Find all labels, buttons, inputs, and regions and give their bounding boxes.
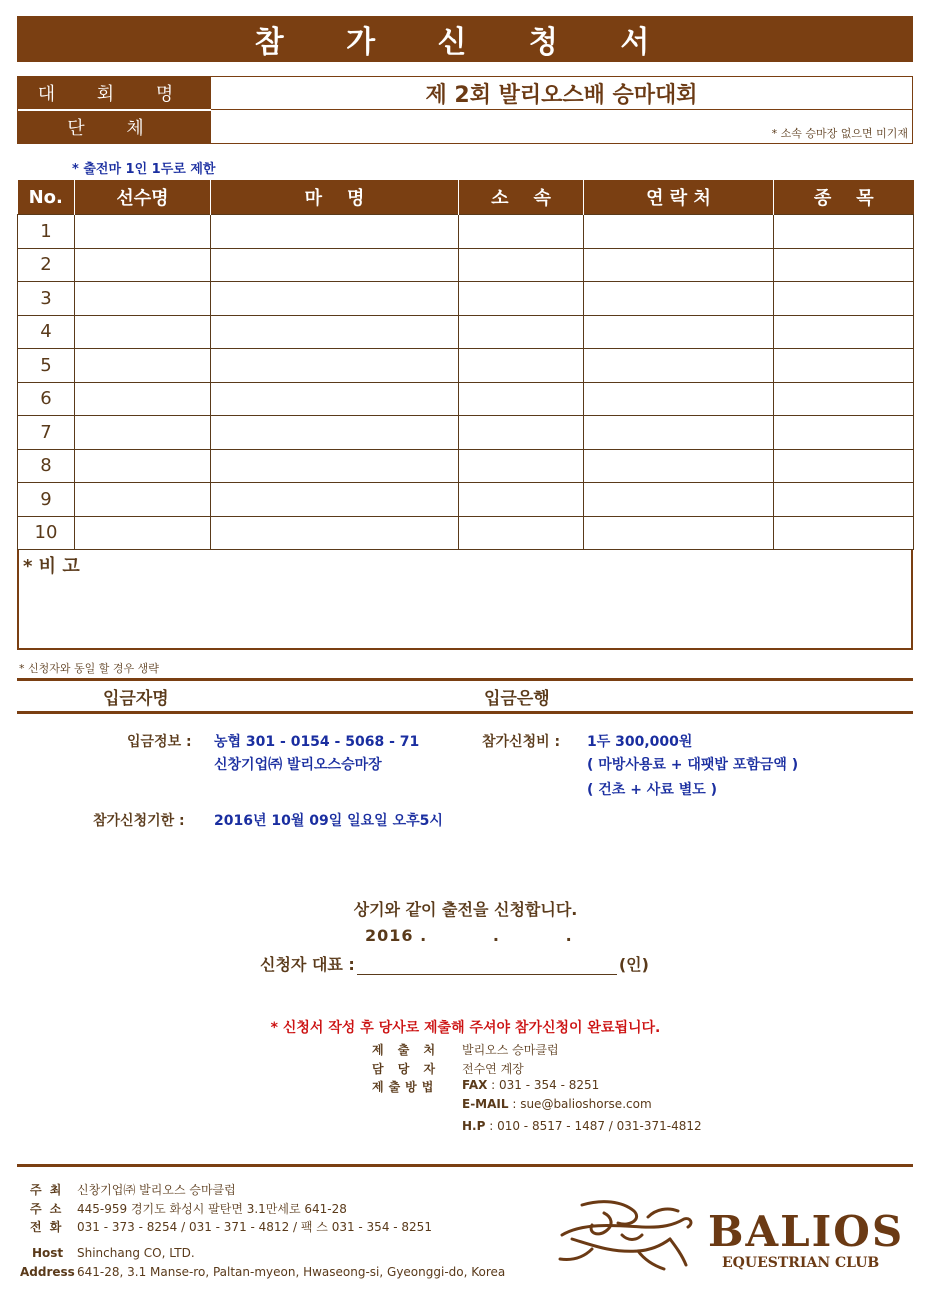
depositor-label: 입금자명 — [103, 689, 169, 709]
signature-field[interactable] — [357, 958, 617, 975]
form-title: 참 가 신 청 서 — [17, 16, 913, 62]
account-holder: 신창기업㈜ 발리오스승마장 — [214, 757, 382, 773]
entry-limit-note: * 출전마 1인 1두로 제한 — [72, 162, 216, 177]
entry-fee-value: 1두 300,000원 — [587, 734, 693, 750]
contact-cell[interactable] — [584, 449, 774, 483]
hp-label: H.P — [462, 1119, 486, 1133]
hp-value: : 010 - 8517 - 1487 / 031-371-4812 — [485, 1119, 702, 1133]
row-number: 3 — [18, 282, 75, 316]
rider-name-cell[interactable] — [75, 449, 211, 483]
affiliation-cell[interactable] — [459, 248, 584, 282]
rider-name-cell[interactable] — [75, 215, 211, 249]
team-note: * 소속 승마장 없으면 미기재 — [771, 127, 908, 140]
horse-name-cell[interactable] — [211, 315, 459, 349]
application-date[interactable]: 2016 . . . — [365, 926, 573, 945]
bank-label: 입금은행 — [484, 689, 550, 709]
event-type-cell[interactable] — [774, 282, 914, 316]
row-number: 7 — [18, 416, 75, 450]
submit-method-label: 제출방법 — [372, 1080, 439, 1094]
event-info-box — [17, 76, 913, 144]
contact-cell[interactable] — [584, 282, 774, 316]
host-en-label: Host — [32, 1246, 64, 1260]
table-row — [18, 516, 914, 550]
table-row — [18, 248, 914, 282]
entry-fee-note-2: ( 건초 + 사료 별도 ) — [587, 782, 718, 798]
fax-value: : 031 - 354 - 8251 — [487, 1078, 600, 1092]
contact-cell[interactable] — [584, 516, 774, 550]
header-event-type: 종 목 — [774, 180, 914, 215]
team-label: 단 체 — [18, 111, 211, 143]
row-number: 8 — [18, 449, 75, 483]
affiliation-cell[interactable] — [459, 382, 584, 416]
header-contact: 연 락 처 — [584, 180, 774, 215]
rider-name-cell[interactable] — [75, 416, 211, 450]
address-en-value: 641-28, 3.1 Manse-ro, Paltan-myeon, Hwaseong-si, Gyeonggi-do, Korea — [77, 1265, 506, 1279]
table-row — [18, 215, 914, 249]
declaration-text: 상기와 같이 출전을 신청합니다. — [353, 900, 578, 919]
remarks-box[interactable] — [17, 550, 913, 650]
header-rider-name: 선수명 — [75, 180, 211, 215]
entry-fee-note-1: ( 마방사용료 + 대팻밥 포함금액 ) — [587, 757, 799, 773]
affiliation-cell[interactable] — [459, 516, 584, 550]
address-kr-value: 445-959 경기도 화성시 팔탄면 3.1만세로 641-28 — [77, 1202, 347, 1216]
submit-place-label: 제 출 처 — [372, 1043, 441, 1057]
deposit-info-label: 입금정보 : — [127, 734, 192, 750]
header-horse-name: 마 명 — [211, 180, 459, 215]
signer-label: 신청자 대표 : — [260, 955, 355, 974]
divider-line — [17, 711, 913, 714]
horse-logo-icon — [552, 1195, 702, 1275]
fax-line — [462, 1078, 599, 1092]
event-type-cell[interactable] — [774, 382, 914, 416]
horse-name-cell[interactable] — [211, 449, 459, 483]
row-number: 5 — [18, 349, 75, 383]
affiliation-cell[interactable] — [459, 349, 584, 383]
event-type-cell[interactable] — [774, 248, 914, 282]
email-label: E-MAIL — [462, 1097, 509, 1111]
entry-table — [17, 180, 914, 550]
address-en-label: Address — [20, 1265, 75, 1279]
event-type-cell[interactable] — [774, 483, 914, 517]
horse-name-cell[interactable] — [211, 282, 459, 316]
rider-name-cell[interactable] — [75, 516, 211, 550]
email-line — [462, 1097, 652, 1111]
remarks-label: * 비 고 — [23, 556, 80, 577]
rider-name-cell[interactable] — [75, 282, 211, 316]
event-divider — [211, 109, 912, 110]
table-row — [18, 483, 914, 517]
horse-name-cell[interactable] — [211, 416, 459, 450]
header-no: No. — [18, 180, 75, 215]
event-type-cell[interactable] — [774, 516, 914, 550]
row-number: 10 — [18, 516, 75, 550]
row-number: 6 — [18, 382, 75, 416]
affiliation-cell[interactable] — [459, 416, 584, 450]
table-header-row — [18, 180, 914, 215]
row-number: 2 — [18, 248, 75, 282]
host-kr-label: 주 최 — [30, 1183, 64, 1197]
horse-name-cell[interactable] — [211, 483, 459, 517]
logo-subtitle: EQUESTRIAN CLUB — [722, 1255, 880, 1271]
rider-name-cell[interactable] — [75, 248, 211, 282]
bank-account: 농협 301 - 0154 - 5068 - 71 — [214, 734, 420, 750]
contact-person-label: 담 당 자 — [372, 1062, 441, 1076]
host-en-value: Shinchang CO, LTD. — [77, 1246, 195, 1260]
divider-line — [17, 678, 913, 681]
horse-name-cell[interactable] — [211, 349, 459, 383]
affiliation-cell[interactable] — [459, 315, 584, 349]
row-number: 4 — [18, 315, 75, 349]
phone-label: 전 화 — [30, 1220, 64, 1234]
event-name-value: 제 2회 발리오스배 승마대회 — [425, 82, 698, 108]
table-row — [18, 315, 914, 349]
table-row — [18, 282, 914, 316]
rider-name-cell[interactable] — [75, 349, 211, 383]
contact-cell[interactable] — [584, 483, 774, 517]
email-value[interactable]: : sue@balioshorse.com — [508, 1097, 652, 1111]
horse-name-cell[interactable] — [211, 516, 459, 550]
event-type-cell[interactable] — [774, 349, 914, 383]
contact-cell[interactable] — [584, 248, 774, 282]
affiliation-cell[interactable] — [459, 215, 584, 249]
remarks-note: * 신청자와 동일 할 경우 생략 — [19, 662, 159, 675]
contact-cell[interactable] — [584, 382, 774, 416]
table-row — [18, 349, 914, 383]
horse-name-cell[interactable] — [211, 248, 459, 282]
event-type-cell[interactable] — [774, 315, 914, 349]
contact-cell[interactable] — [584, 349, 774, 383]
fax-label: FAX — [462, 1078, 488, 1092]
host-kr-value: 신창기업㈜ 발리오스 승마클럽 — [77, 1183, 236, 1197]
affiliation-cell[interactable] — [459, 282, 584, 316]
contact-cell[interactable] — [584, 315, 774, 349]
row-number: 1 — [18, 215, 75, 249]
contact-cell[interactable] — [584, 416, 774, 450]
logo-wordmark: BALIOS — [708, 1207, 905, 1256]
address-kr-label: 주 소 — [30, 1202, 64, 1216]
horse-name-cell[interactable] — [211, 215, 459, 249]
event-type-cell[interactable] — [774, 449, 914, 483]
affiliation-cell[interactable] — [459, 483, 584, 517]
entry-fee-label: 참가신청비 : — [482, 734, 561, 750]
table-row — [18, 416, 914, 450]
submit-place-value: 발리오스 승마클럽 — [462, 1043, 559, 1057]
deadline-value: 2016년 10월 09일 일요일 오후5시 — [214, 813, 443, 829]
hp-line — [462, 1119, 702, 1133]
table-row — [18, 382, 914, 416]
contact-cell[interactable] — [584, 215, 774, 249]
signer-line — [260, 952, 649, 975]
event-type-cell[interactable] — [774, 416, 914, 450]
rider-name-cell[interactable] — [75, 382, 211, 416]
contact-person-value: 전수연 계장 — [462, 1062, 524, 1076]
event-type-cell[interactable] — [774, 215, 914, 249]
phone-value: 031 - 373 - 8254 / 031 - 371 - 4812 / 팩 스 031 - 354 - 8251 — [77, 1220, 432, 1234]
footer-divider — [17, 1164, 913, 1167]
rider-name-cell[interactable] — [75, 315, 211, 349]
horse-name-cell[interactable] — [211, 382, 459, 416]
seal-mark: (인) — [618, 955, 649, 974]
deadline-label: 참가신청기한 : — [93, 813, 185, 829]
rider-name-cell[interactable] — [75, 483, 211, 517]
table-row — [18, 449, 914, 483]
event-name-label: 대 회 명 — [18, 77, 211, 109]
header-affiliation: 소 속 — [459, 180, 584, 215]
affiliation-cell[interactable] — [459, 449, 584, 483]
submit-notice: * 신청서 작성 후 당사로 제출해 주셔야 참가신청이 완료됩니다. — [270, 1020, 661, 1036]
row-number: 9 — [18, 483, 75, 517]
